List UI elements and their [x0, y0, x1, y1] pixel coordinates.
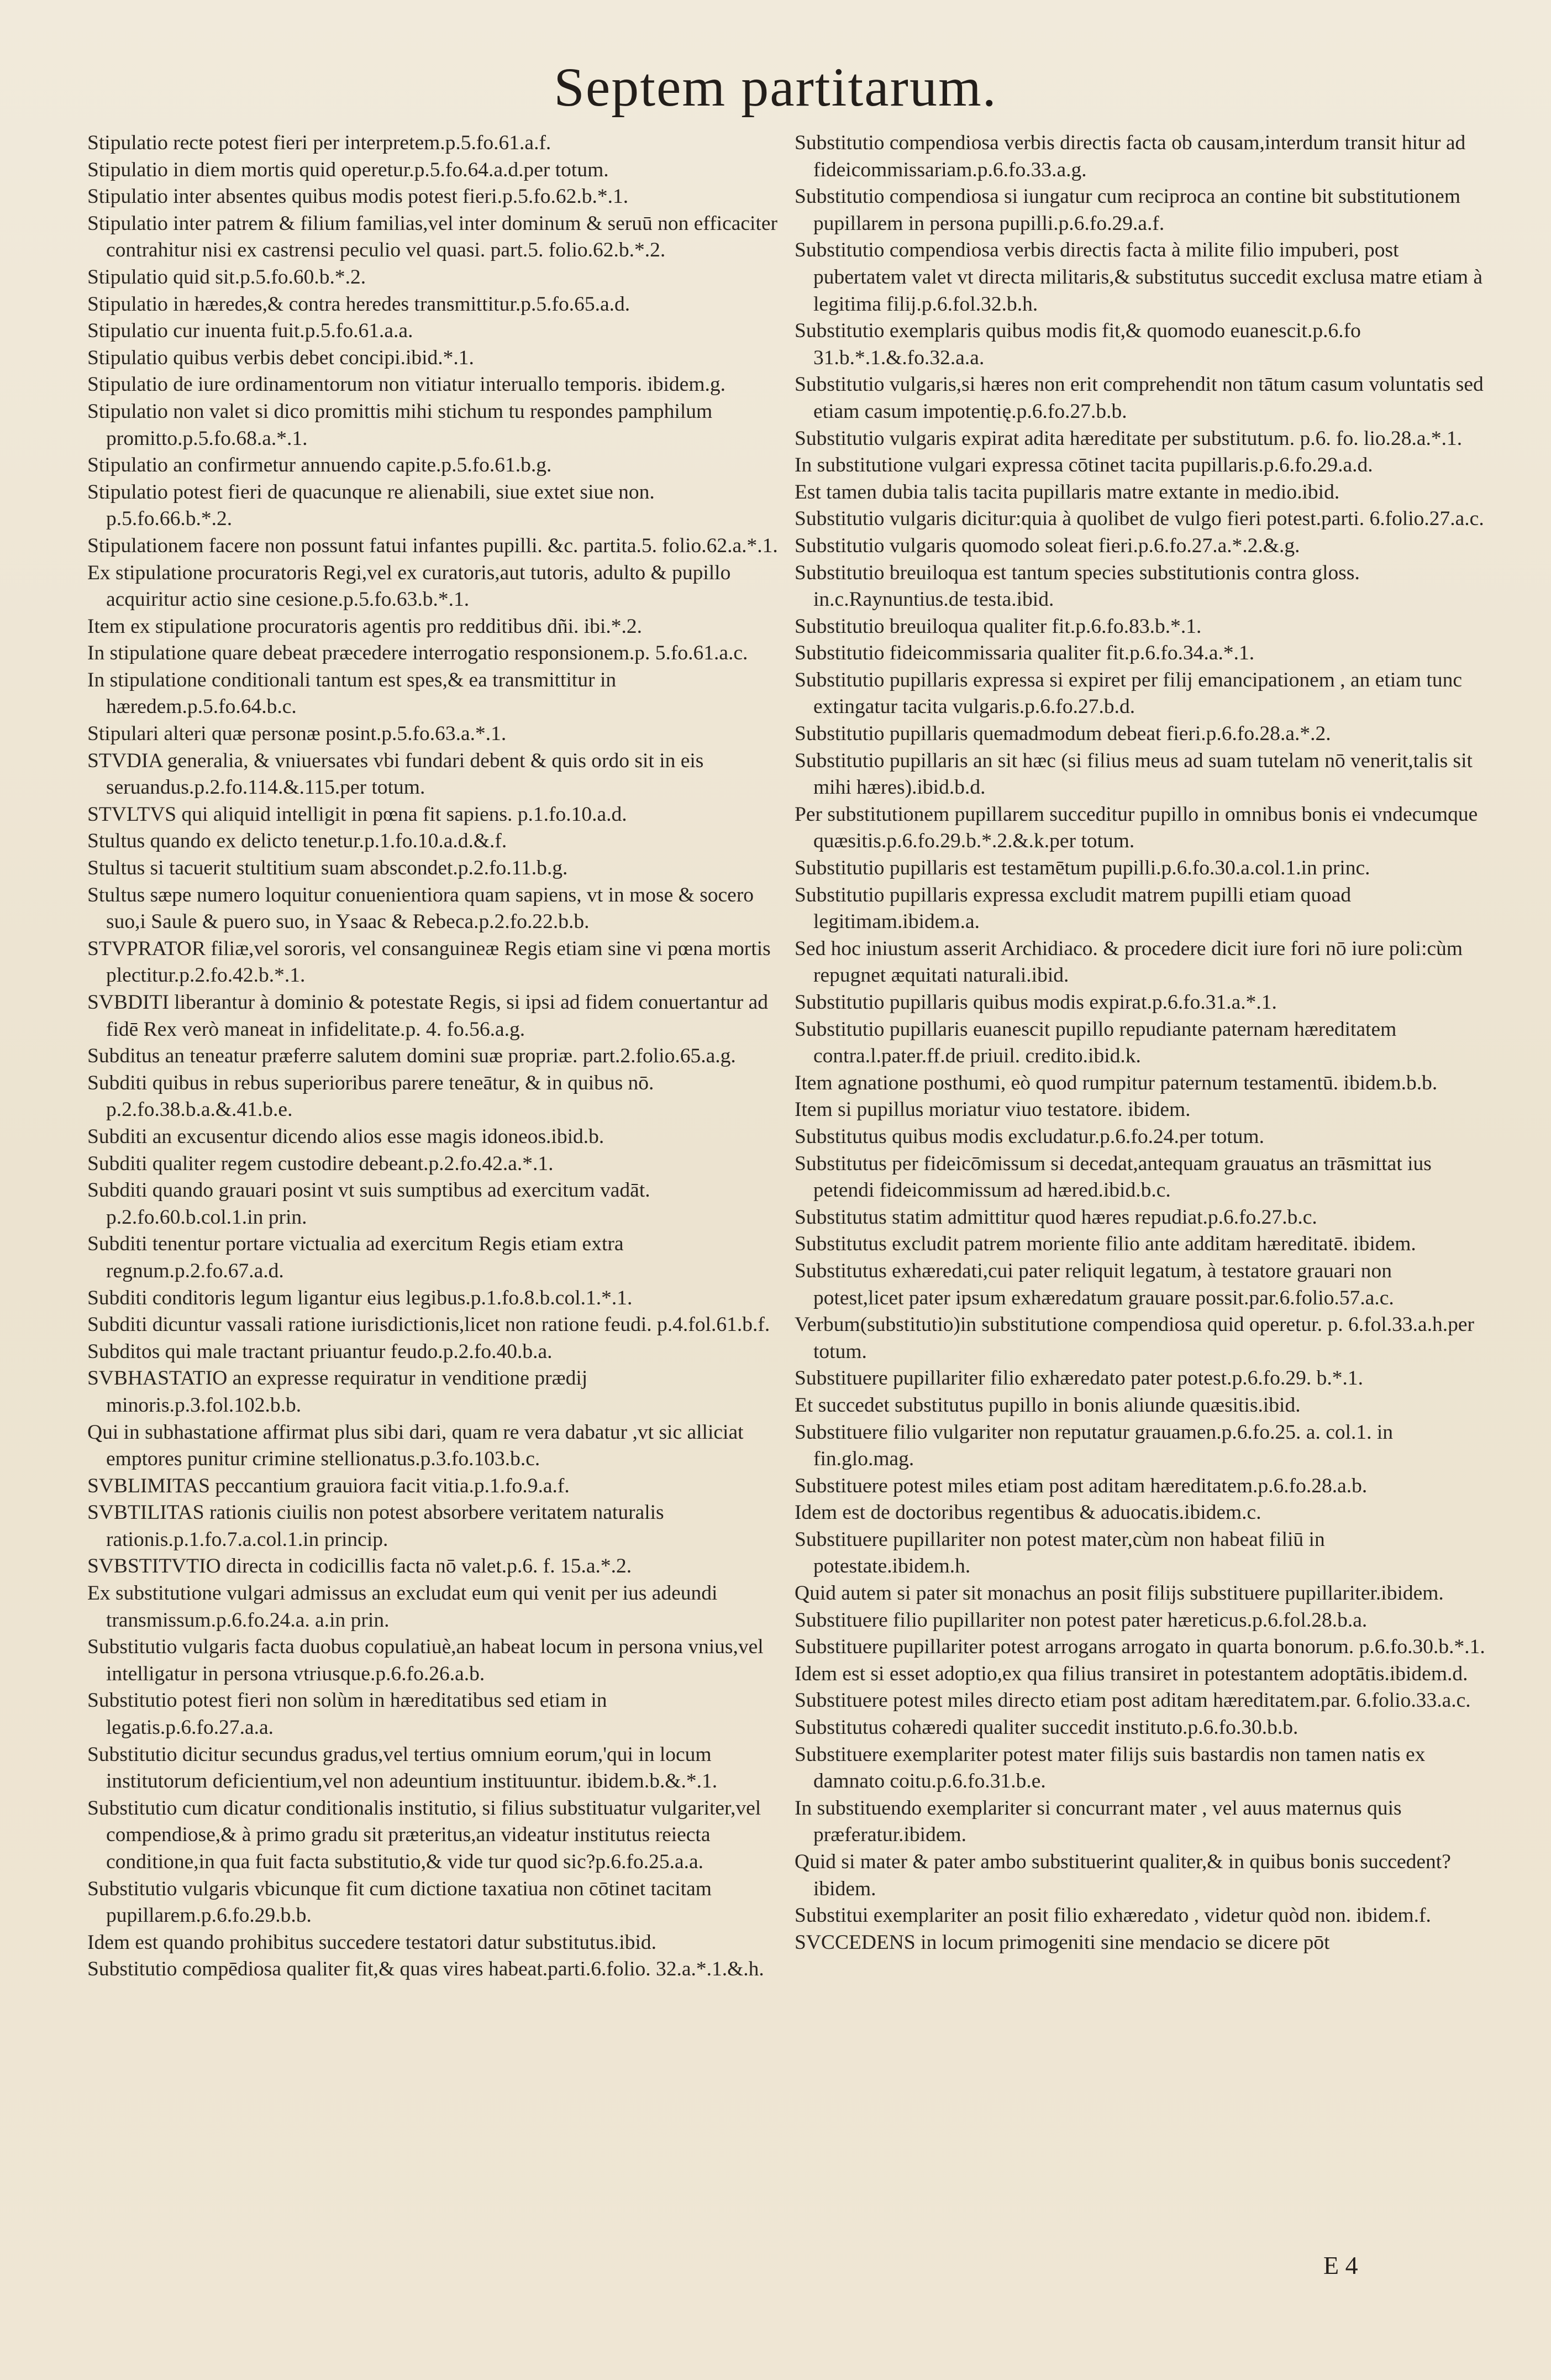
index-entry: Substitutio pupillaris euanescit pupillo repudiante paternam hæreditatem contra.l.pater.ff.de priuil. credito.ibid.k. — [795, 1018, 1397, 1068]
index-entry: Substitui exemplariter an posit filio exhæredato , videtur quòd non. ibidem.f. — [795, 1904, 1431, 1927]
index-entry: Ex stipulatione procuratoris Regi,vel ex curatoris,aut tutoris, adulto & pupillo acquiritur actio sine cesione.p.5.fo.63.b.*.1. — [87, 561, 731, 611]
index-entry: Substitutio pupillaris quibus modis expirat.p.6.fo.31.a.*.1. — [795, 991, 1277, 1014]
index-entry: Ex substitutione vulgari admissus an excludat eum qui venit per ius adeundi transmissum.p.6.fo.24.a. a.in prin. — [87, 1582, 718, 1632]
index-entry: Substituere filio vulgariter non reputatur grauamen.p.6.fo.25. a. col.1. in fin.glo.mag. — [795, 1420, 1394, 1471]
index-entry: Substitutio vulgaris,si hæres non erit comprehendit non tātum casum voluntatis sed etiam casum impotentię.p.6.fo.27.b.b. — [795, 373, 1484, 423]
index-entry: Subditi qualiter regem custodire debeant.p.2.fo.42.a.*.1. — [87, 1152, 554, 1175]
index-entry: Substitutus excludit patrem moriente filio ante additam hæreditatē. ibidem. — [795, 1233, 1416, 1256]
index-entry: Subditi quando grauari posint vt suis sumptibus ad exercitum vadāt. p.2.fo.60.b.col.1.in prin. — [87, 1179, 650, 1229]
right-column — [795, 130, 1485, 1956]
index-entry: Substitutio pupillaris quemadmodum debeat fieri.p.6.fo.28.a.*.2. — [795, 722, 1331, 746]
index-entry: Per substitutionem pupillarem succeditur pupillo in omnibus bonis ei vndecumque quæsitis.p.6.fo.29.b.*.2.&.k.per totum. — [795, 803, 1478, 853]
index-entry: Substitutio pupillaris expressa si expiret per filij emancipationem , an etiam tunc extingatur tacita vulgaris.p.6.fo.27.b.d. — [795, 668, 1463, 719]
index-entry: Subditi tenentur portare victualia ad exercitum Regis etiam extra regnum.p.2.fo.67.a.d. — [87, 1233, 624, 1282]
index-entry: Stipulatio an confirmetur annuendo capite.p.5.fo.61.b.g. — [87, 454, 552, 477]
index-entry: Quid si mater & pater ambo substituerint qualiter,& in quibus bonis succedent?ibidem. — [795, 1850, 1451, 1900]
index-entry: Idem est de doctoribus regentibus & aduocatis.ibidem.c. — [795, 1501, 1261, 1524]
index-entry: Substitutio breuiloqua est tantum species substitutionis contra gloss. in.c.Raynuntius.de testa.ibid. — [795, 561, 1360, 611]
index-entry: Stipulatio recte potest fieri per interpretem.p.5.fo.61.a.f. — [87, 132, 551, 154]
index-entry: Verbum(substitutio)in substitutione compendiosa quid operetur. p. 6.fol.33.a.h.per totum. — [795, 1313, 1475, 1363]
index-entry: Substitutio vulgaris expirat adita hæreditate per substitutum. p.6. fo. lio.28.a.*.1. — [795, 427, 1463, 450]
index-entry: Substituere pupillariter non potest mater,cùm non habeat filiū in potestate.ibidem.h. — [795, 1528, 1325, 1578]
index-entry: Substitutus statim admittitur quod hæres repudiat.p.6.fo.27.b.c. — [795, 1205, 1317, 1229]
index-entry: Item si pupillus moriatur viuo testatore. ibidem. — [795, 1098, 1191, 1121]
index-entry: Stipulatio inter patrem & filium familias,vel inter dominum & seruū non efficaciter contrahitur nisi ex castrensi peculio vel quasi. part.5. folio.62.b.*.2. — [87, 212, 777, 262]
index-entry: In stipulatione conditionali tantum est spes,& ea transmittitur in hæredem.p.5.fo.64.b.c. — [87, 668, 617, 719]
index-entry: Quid autem si pater sit monachus an posit filijs substituere pupillariter.ibidem. — [795, 1582, 1444, 1605]
index-entry: Substitutio pupillaris est testamētum pupilli.p.6.fo.30.a.col.1.in princ. — [795, 857, 1370, 880]
index-entry: Item ex stipulatione procuratoris agentis pro redditibus dñi. ibi.*.2. — [87, 615, 642, 638]
index-entry: Substituere pupillariter filio exhæredato pater potest.p.6.fo.29. b.*.1. — [795, 1367, 1363, 1390]
index-entry: Stipulatio in hæredes,& contra heredes transmittitur.p.5.fo.65.a.d. — [87, 292, 630, 316]
signature-mark: E 4 — [1323, 2251, 1358, 2279]
running-head: Septem partitarum. — [554, 56, 997, 118]
index-entry: Substitutio pupillaris expressa excludit matrem pupilli etiam quoad legitimam.ibidem.a. — [795, 883, 1352, 934]
index-entry: Stipulatio non valet si dico promittis mihi stichum tu respondes pamphilum promitto.p.5.fo.68.a.*.1. — [87, 400, 713, 450]
index-entry: STVDIA generalia, & vniuersates vbi fundari debent & quis ordo sit in eis seruandus.p.2.fo.114.&.115.per totum. — [87, 749, 704, 799]
index-entry: SVBTILITAS rationis ciuilis non potest absorbere veritatem naturalis rationis.p.1.fo.7.a.col.1.in princip. — [87, 1501, 664, 1551]
index-entry: Subditus an teneatur præferre salutem domini suæ propriæ. part.2.folio.65.a.g. — [87, 1045, 736, 1068]
index-entry: Subditi conditoris legum ligantur eius legibus.p.1.fo.8.b.col.1.*.1. — [87, 1286, 633, 1309]
index-entry: Stipulatio in diem mortis quid operetur.p.5.fo.64.a.d.per totum. — [87, 158, 609, 181]
index-entry: SVCCEDENS in locum primogeniti sine mendacio se dicere pōt — [795, 1931, 1330, 1954]
index-entry: Substitutio breuiloqua qualiter fit.p.6.fo.83.b.*.1. — [795, 615, 1202, 638]
index-entry: Stipulatio de iure ordinamentorum non vitiatur interuallo temporis. ibidem.g. — [87, 373, 725, 396]
index-entry: Substitutio compendiosa verbis directis facta ob causam,interdum transit hitur ad fideicommissariam.p.6.fo.33.a.g. — [795, 132, 1466, 181]
index-entry: STVLTVS qui aliquid intelligit in pœna fit sapiens. p.1.fo.10.a.d. — [87, 803, 627, 826]
left-column — [87, 130, 778, 1983]
index-entry: Subditi quibus in rebus superioribus parere teneātur, & in quibus nō. p.2.fo.38.b.a.&.41.b.e. — [87, 1071, 654, 1121]
index-entry: Et succedet substitutus pupillo in bonis aliunde quæsitis.ibid. — [795, 1393, 1301, 1417]
index-entry: Substitutio potest fieri non solùm in hæreditatibus sed etiam in legatis.p.6.fo.27.a.a. — [87, 1689, 607, 1739]
index-entry: Substituere filio pupillariter non potest pater hæreticus.p.6.fol.28.b.a. — [795, 1608, 1368, 1632]
index-entry: Substitutio vulgaris dicitur:quia à quolibet de vulgo fieri potest.parti. 6.folio.27.a.c. — [795, 507, 1484, 531]
index-entry: Substitutio compendiosa verbis directis facta à milite filio impuberi, post pubertatem valet vt directa militaris,& substitutus succedit exclusa matre etiam à legitima filij.p.6.fol.32.b.h. — [795, 239, 1483, 316]
index-entry: Substituere potest miles etiam post aditam hæreditatem.p.6.fo.28.a.b. — [795, 1474, 1368, 1497]
index-entry: Substitutus per fideicōmissum si decedat,antequam grauatus an trāsmittat ius petendi fideicommissum ad hæred.ibid.b.c. — [795, 1152, 1432, 1202]
index-entry: Substitutio cum dicatur conditionalis institutio, si filius substituatur vulgariter,vel compendiose,& à primo gradu sit præteritus,an videatur institutus reiecta conditione,in qua fuit facta substitutio,& vide tur quod sic?p.6.fo.25.a.a. — [87, 1796, 761, 1873]
index-entry: SVBDITI liberantur à dominio & potestate Regis, si ipsi ad fidem conuertantur ad fidē Rex verò maneat in infidelitate.p. 4. fo.56.a.g. — [87, 991, 769, 1041]
index-entry: Substitutio dicitur secundus gradus,vel tertius omnium eorum,'qui in locum institutorum deficientium,vel non adeuntium instituuntur. ibidem.b.&.*.1. — [87, 1743, 718, 1793]
index-entry: Stultus quando ex delicto tenetur.p.1.fo.10.a.d.&.f. — [87, 830, 507, 853]
index-entry: Substitutio compēdiosa qualiter fit,& quas vires habeat.parti.6.folio. 32.a.*.1.&.h. — [87, 1958, 764, 1981]
index-entry: SVBHASTATIO an expresse requiratur in venditione prædij minoris.p.3.fol.102.b.b. — [87, 1367, 588, 1417]
index-entry: In substituendo exemplariter si concurrant mater , vel auus maternus quis præferatur.ibidem. — [795, 1796, 1402, 1847]
index-entry: SVBSTITVTIO directa in codicillis facta nō valet.p.6. f. 15.a.*.2. — [87, 1555, 632, 1578]
index-entry: Substitutus cohæredi qualiter succedit instituto.p.6.fo.30.b.b. — [795, 1716, 1298, 1739]
index-entry: Subditi an excusentur dicendo alios esse magis idoneos.ibid.b. — [87, 1125, 604, 1148]
index-entry: Substitutio exemplaris quibus modis fit,& quomodo euanescit.p.6.fo 31.b.*.1.&.fo.32.a.a. — [795, 319, 1361, 369]
index-entry: Qui in subhastatione affirmat plus sibi dari, quam re vera dabatur ,vt sic alliciat emptores punitur crimine stellionatus.p.3.fo.103.b.c. — [87, 1420, 744, 1471]
index-entry: Stipulatio quid sit.p.5.fo.60.b.*.2. — [87, 265, 366, 289]
index-entry: Idem est si esset adoptio,ex qua filius transiret in potestantem adoptātis.ibidem.d. — [795, 1662, 1468, 1685]
index-entry: Est tamen dubia talis tacita pupillaris matre extante in medio.ibid. — [795, 480, 1340, 504]
index-entry: Substituere potest miles directo etiam post aditam hæreditatem.par. 6.folio.33.a.c. — [795, 1689, 1471, 1712]
index-entry: Stultus sæpe numero loquitur conuenientiora quam sapiens, vt in mose & socero suo,i Saule & puero suo, in Ysaac & Rebeca.p.2.fo.22.b.b. — [87, 883, 754, 934]
index-entry: Idem est quando prohibitus succedere testatori datur substitutus.ibid. — [87, 1931, 657, 1954]
index-entry: Stipulatio inter absentes quibus modis potest fieri.p.5.fo.62.b.*.1. — [87, 185, 629, 208]
index-entry: SVBLIMITAS peccantium grauiora facit vitia.p.1.fo.9.a.f. — [87, 1474, 570, 1497]
index-entry: Subditi dicuntur vassali ratione iurisdictionis,licet non ratione feudi. p.4.fol.61.b.f. — [87, 1313, 770, 1336]
index-entry: Sed hoc iniustum asserit Archidiaco. & procedere dicit iure fori nō iure poli:cùm repugnet æquitati naturali.ibid. — [795, 937, 1463, 987]
index-entry: Substitutio fideicommissaria qualiter fit.p.6.fo.34.a.*.1. — [795, 642, 1255, 665]
index-entry: Substitutio vulgaris vbicunque fit cum dictione taxatiua non cōtinet tacitam pupillarem.p.6.fo.29.b.b. — [87, 1877, 712, 1927]
index-entry: Item agnatione posthumi, eò quod rumpitur paternum testamentū. ibidem.b.b. — [795, 1071, 1438, 1094]
index-entry: Substituere exemplariter potest mater filijs suis bastardis non tamen natis ex damnato coitu.p.6.fo.31.b.e. — [795, 1743, 1426, 1793]
index-entry: Substitutio compendiosa si iungatur cum reciproca an contine bit substitutionem pupillarem in persona pupilli.p.6.fo.29.a.f. — [795, 185, 1460, 235]
index-entry: Substitutio pupillaris an sit hæc (si filius meus ad suam tutelam nō venerit,talis sit mihi hæres).ibid.b.d. — [795, 749, 1473, 799]
index-entry: Substitutio vulgaris facta duobus copulatiuè,an habeat locum in persona vnius,vel intelligatur in persona vtriusque.p.6.fo.26.a.b. — [87, 1635, 764, 1685]
index-entry: Stipulationem facere non possunt fatui infantes pupilli. &c. partita.5. folio.62.a.*.1. — [87, 534, 778, 557]
index-entry: Substitutio vulgaris quomodo soleat fieri.p.6.fo.27.a.*.2.&.g. — [795, 534, 1300, 557]
index-entry: In substitutione vulgari expressa cōtinet tacita pupillaris.p.6.fo.29.a.d. — [795, 454, 1373, 477]
index-entry: In stipulatione quare debeat præcedere interrogatio responsionem.p. 5.fo.61.a.c. — [87, 642, 748, 665]
index-entry: STVPRATOR filiæ,vel sororis, vel consanguineæ Regis etiam sine vi pœna mortis plectitur.p.2.fo.42.b.*.1. — [87, 937, 771, 987]
index-entry: Substituere pupillariter potest arrogans arrogato in quarta bonorum. p.6.fo.30.b.*.1. — [795, 1635, 1485, 1659]
index-entry: Subditos qui male tractant priuantur feudo.p.2.fo.40.b.a. — [87, 1340, 553, 1363]
index-entry: Stultus si tacuerit stultitium suam abscondet.p.2.fo.11.b.g. — [87, 857, 568, 880]
index-entry: Substitutus quibus modis excludatur.p.6.fo.24.per totum. — [795, 1125, 1264, 1148]
index-entry: Substitutus exhæredati,cui pater reliquit legatum, à testatore grauari non potest,licet pater ipsum exhæredatum grauare possit.par.6.folio.57.a.c. — [795, 1259, 1394, 1309]
index-entry: Stipulatio quibus verbis debet concipi.ibid.*.1. — [87, 346, 474, 369]
index-entry: Stipulari alteri quæ personæ posint.p.5.fo.63.a.*.1. — [87, 722, 507, 746]
index-entry: Stipulatio potest fieri de quacunque re alienabili, siue extet siue non. p.5.fo.66.b.*.2. — [87, 480, 655, 531]
index-entry: Stipulatio cur inuenta fuit.p.5.fo.61.a.a. — [87, 319, 413, 343]
